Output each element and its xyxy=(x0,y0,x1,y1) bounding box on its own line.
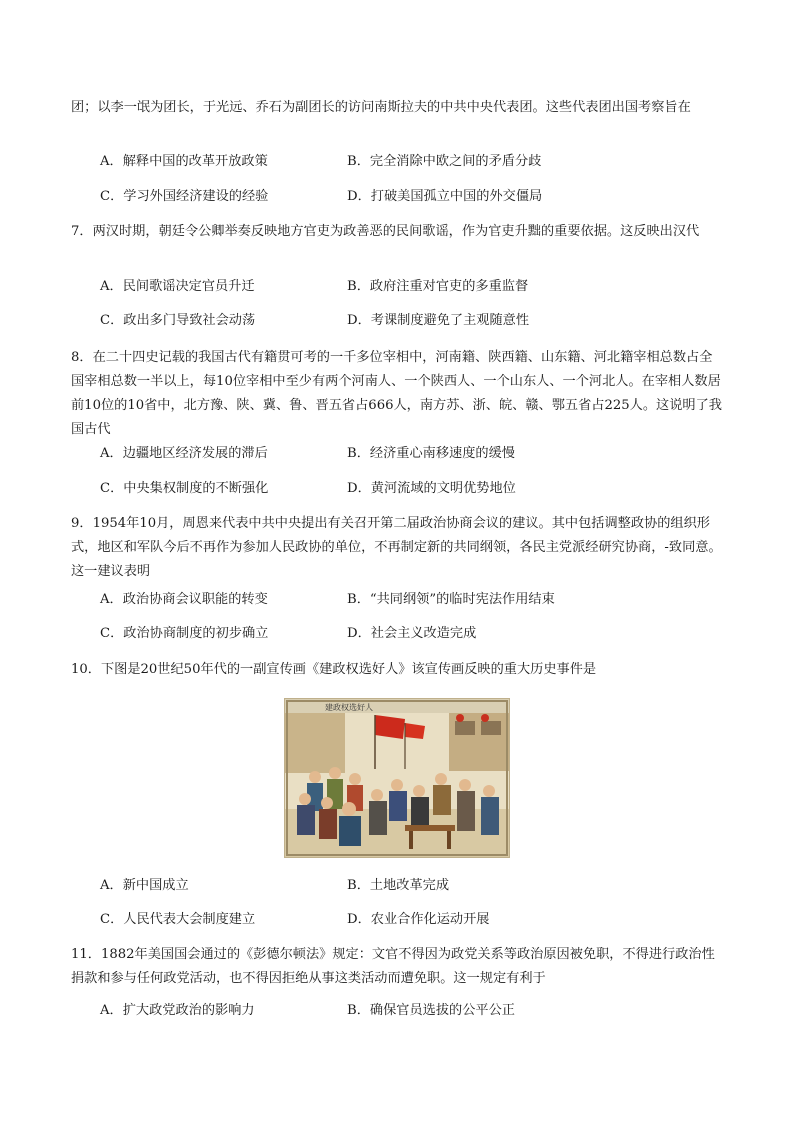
q8-option-a[interactable]: A．边疆地区经济发展的滞后 xyxy=(100,446,268,461)
q11-stem: 11．1882年美国国会通过的《彭德尔顿法》规定：文官不得因为政党关系等政治原因被免职，不得进行政治性捐款和参与任何政党活动，也不得因拒绝从事这类活动而遭免职。这一规定有利于 xyxy=(71,947,715,986)
q6-option-d[interactable]: D．打破美国孤立中国的外交僵局 xyxy=(347,189,543,204)
q10-option-d[interactable]: D．农业合作化运动开展 xyxy=(347,912,490,927)
q8-option-b[interactable]: B．经济重心南移速度的缓慢 xyxy=(347,446,515,461)
propaganda-poster-image xyxy=(284,698,510,858)
q11-option-b[interactable]: B．确保官员选拔的公平公正 xyxy=(347,1003,515,1018)
q7-option-c[interactable]: C．政出多门导致社会动荡 xyxy=(100,313,256,328)
q10-option-a[interactable]: A．新中国成立 xyxy=(100,878,189,893)
q9-stem: 9．1954年10月，周恩来代表中共中央提出有关召开第二届政治协商会议的建议。其中包括调整政协的组织形式，地区和军队今后不再作为参加人民政协的单位，不再制定新的共同纲领，各民主党派经研究协商，-致同意。这一建议表明 xyxy=(71,516,722,579)
q6-stem-tail: 团；以李一氓为团长，于光远、乔石为副团长的访问南斯拉夫的中共中央代表团。这些代表团出国考察旨在 xyxy=(71,100,691,115)
q8-stem: 8．在二十四史记载的我国古代有籍贯可考的一千多位宰相中，河南籍、陕西籍、山东籍、河北籍宰相总数占全国宰相总数一半以上，每10位宰相中至少有两个河南人、一个陕西人、一个山东人、一个河北人。在宰相人数居前10位的10省中，北方豫、陕、冀、鲁、晋五省占666人，南方苏、浙、皖、赣、鄂五省占225人。这说明了我国古代 xyxy=(71,350,722,437)
q7-option-b[interactable]: B．政府注重对官吏的多重监督 xyxy=(347,279,529,294)
q7-option-a[interactable]: A．民间歌谣决定官员升迁 xyxy=(100,279,255,294)
q6-option-a[interactable]: A．解释中国的改革开放政策 xyxy=(100,154,268,169)
q9-option-d[interactable]: D．社会主义改造完成 xyxy=(347,626,477,641)
q7-option-d[interactable]: D．考课制度避免了主观随意性 xyxy=(347,313,530,328)
q10-stem: 10．下图是20世纪50年代的一副宣传画《建政权选好人》该宣传画反映的重大历史事件是 xyxy=(71,662,597,677)
q9-option-c[interactable]: C．政治协商制度的初步确立 xyxy=(100,626,269,641)
q8-option-d[interactable]: D．黄河流域的文明优势地位 xyxy=(347,481,516,496)
poster-title: 建政权选好人 xyxy=(325,703,373,712)
q9-option-a[interactable]: A．政治协商会议职能的转变 xyxy=(100,592,268,607)
q7-stem: 7．两汉时期，朝廷令公卿举奏反映地方官吏为政善恶的民间歌谣，作为官吏升黜的重要依据。这反映出汉代 xyxy=(71,224,700,239)
q6-option-c[interactable]: C．学习外国经济建设的经验 xyxy=(100,189,269,204)
q6-option-b[interactable]: B．完全消除中欧之间的矛盾分歧 xyxy=(347,154,542,169)
q9-option-b[interactable]: B．“共同纲领”的临时宪法作用结束 xyxy=(347,592,555,607)
q10-option-b[interactable]: B．土地改革完成 xyxy=(347,878,450,893)
q8-option-c[interactable]: C．中央集权制度的不断强化 xyxy=(100,481,269,496)
q11-option-a[interactable]: A．扩大政党政治的影响力 xyxy=(100,1003,255,1018)
q10-option-c[interactable]: C．人民代表大会制度建立 xyxy=(100,912,256,927)
